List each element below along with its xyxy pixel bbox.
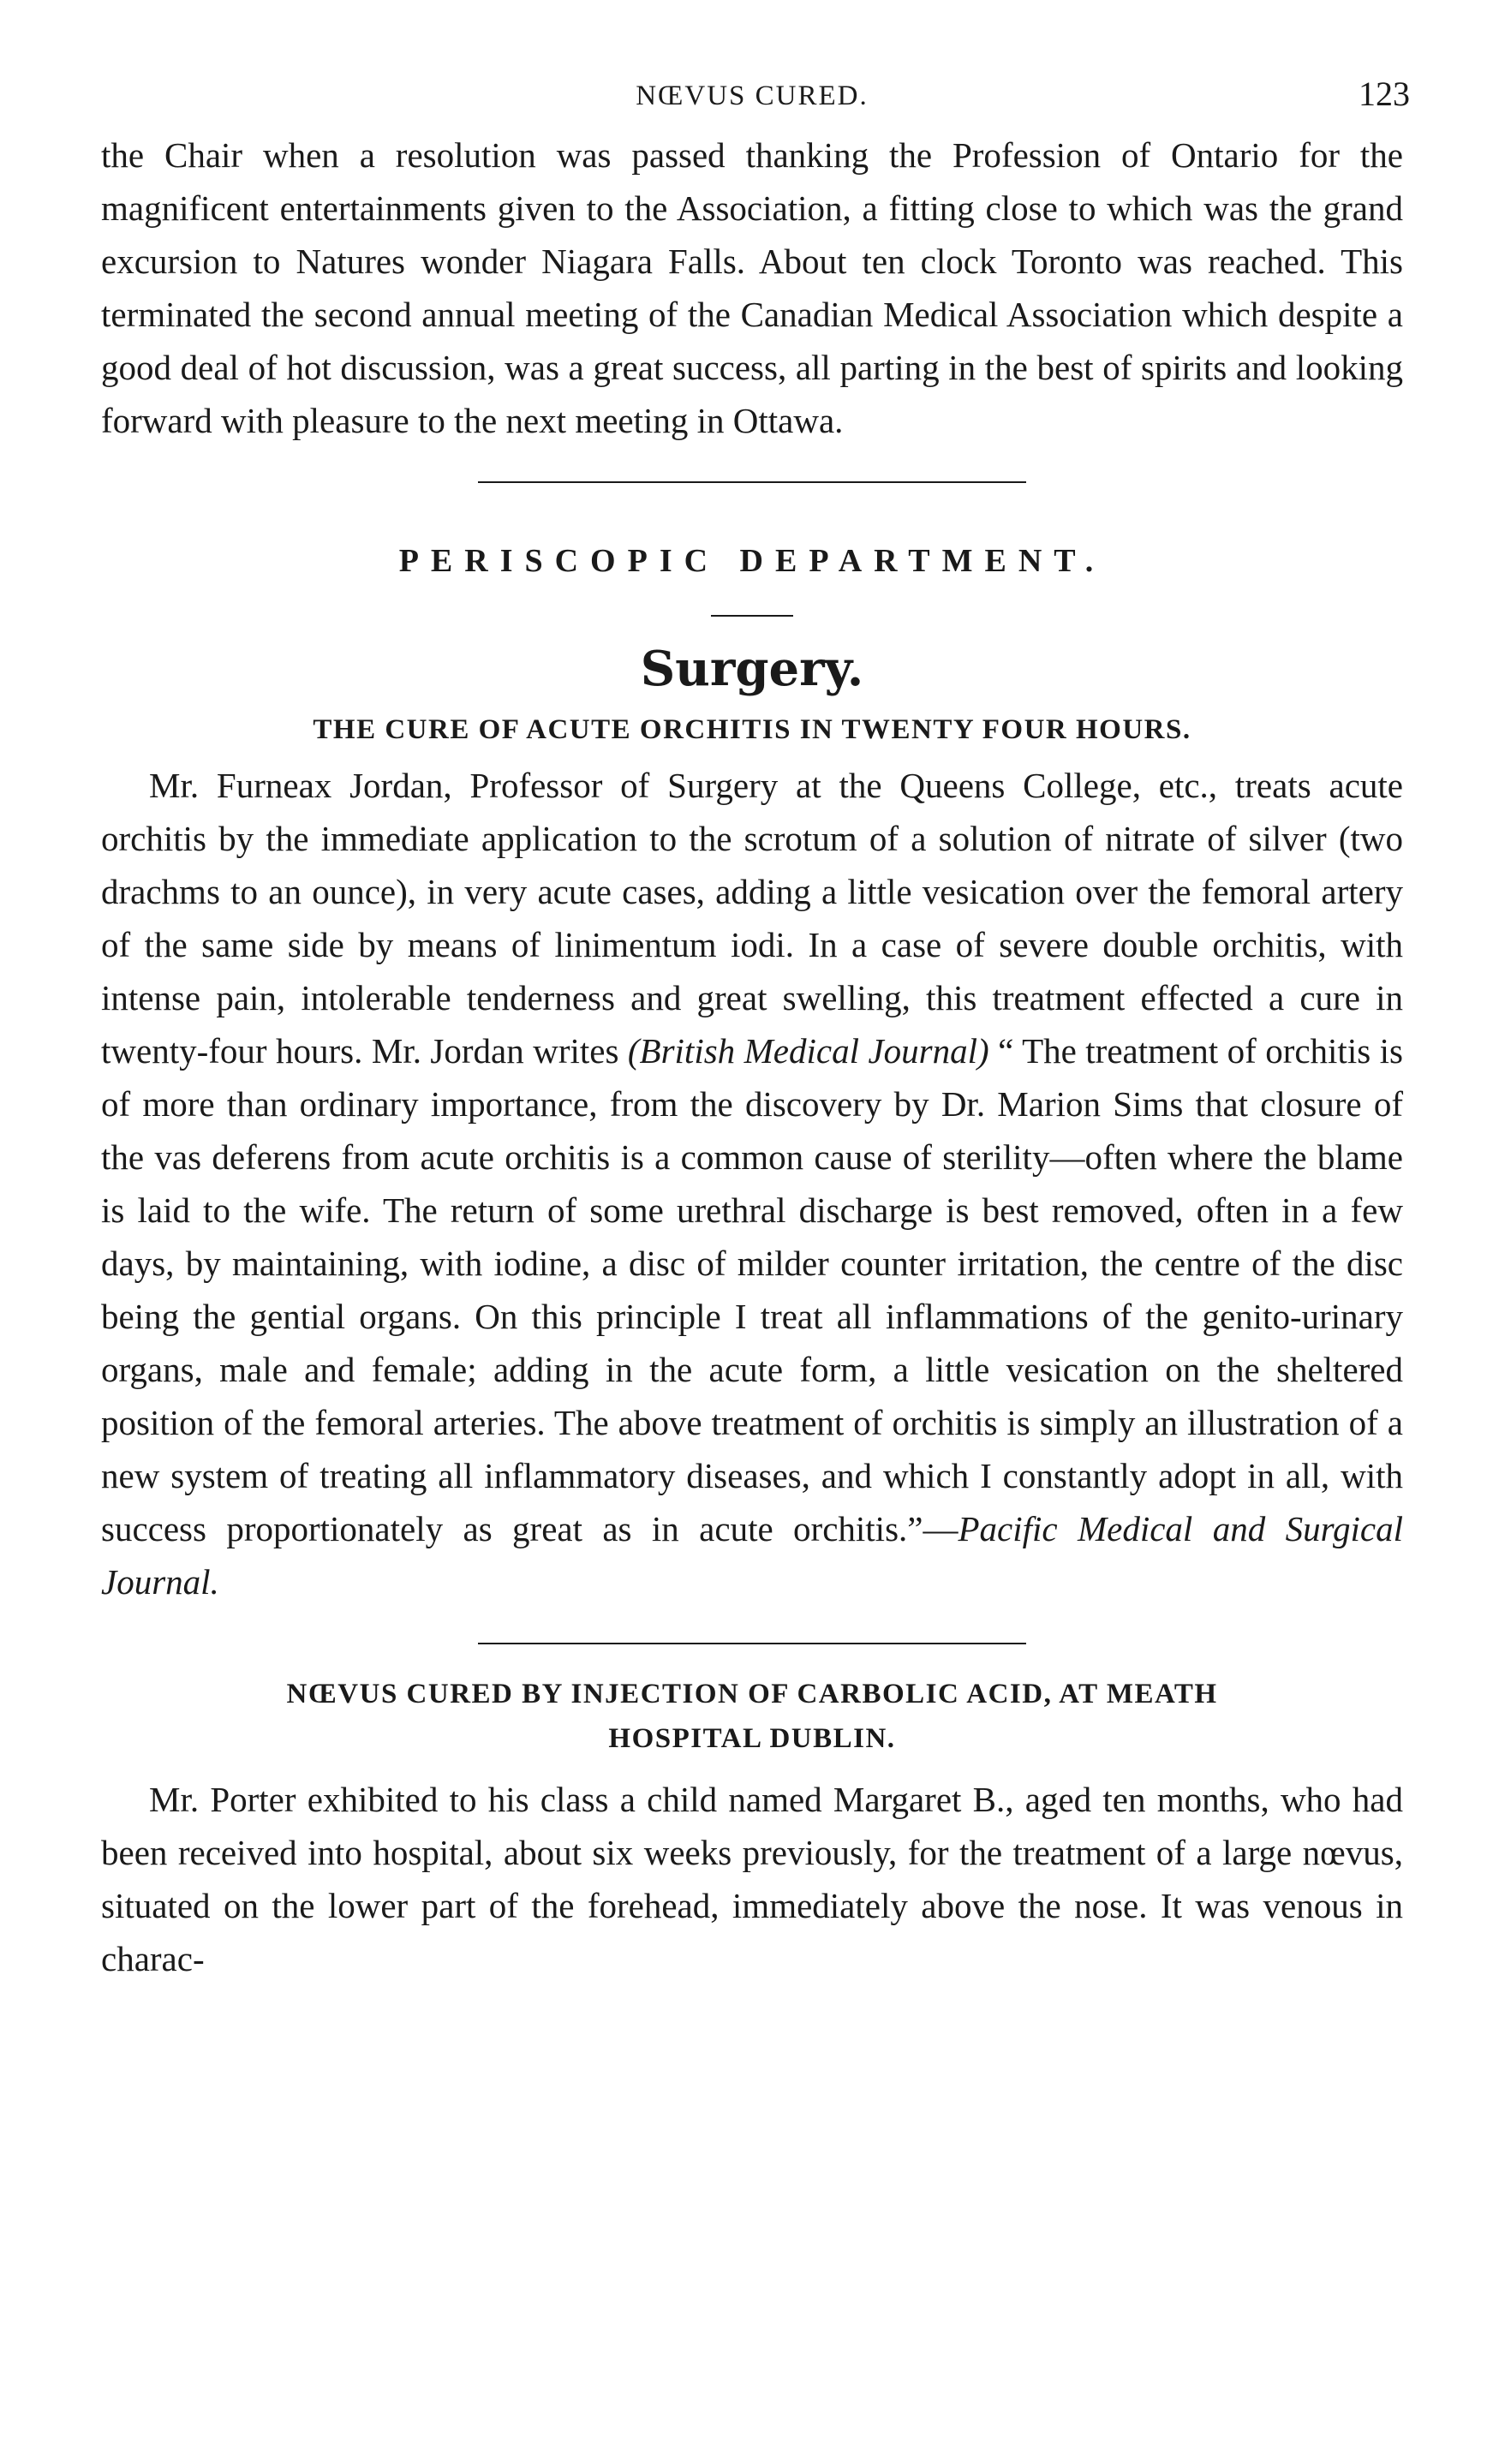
article-divider	[478, 1643, 1026, 1644]
article-body: Mr. Porter exhibited to his class a child named Margaret B., aged ten months, who had been received into hospital, about six weeks previously, for the treatment of a large nœvus, situated on the lower part of the forehead, immediately above the nose. It was venous in charac-	[101, 1780, 1403, 1978]
article-title	[101, 1672, 1403, 1761]
quotation-text: “ The treatment of orchitis is of more than ordinary importance, from the discovery by Dr. Marion Sims that closure of the vas deferens from acute orchitis is a common cause of sterility—often where the blame is laid to the wife. The return of some urethral discharge is best removed, often in a few days, by maintaining, with iodine, a disc of milder counter irritation, the centre of the disc being the gential organs. On this principle I treat all inflammations of the genito-urinary organs, male and female; adding in the acute form, a little vesication on the sheltered position of the femoral arteries. The above treatment of orchitis is simply an illustration of a new system of treating all inflammatory diseases, and which I constantly adopt in all, with success proportionately as great as in acute orchitis.”—	[101, 1031, 1403, 1548]
heading-rule	[711, 615, 793, 617]
article-title-line: NŒVUS CURED BY INJECTION OF CARBOLIC ACID, AT MEATH	[286, 1679, 1218, 1709]
article-title	[101, 707, 1403, 752]
source-reference: (British Medical Journal)	[627, 1031, 989, 1071]
intro-paragraph: the Chair when a resolution was passed thanking the Profession of Ontario for the magnificent entertainments given to the Association, a fitting close to which was the grand excursion to Natures wonder Niagara Falls. About ten clock Toronto was reached. This terminated the second annual meeting of the Canadian Medical Association which despite a good deal of hot discussion, was a great success, all parting in the best of spirits and looking forward with pleasure to the next meeting in Ottawa.	[101, 135, 1403, 440]
subject-heading: Surgery.	[640, 641, 864, 697]
article-title-text: THE CURE OF ACUTE ORCHITIS IN TWENTY FOUR HOURS.	[313, 714, 1191, 745]
running-title: NŒVUS CURED.	[636, 81, 869, 111]
department-heading: PERISCOPIC DEPARTMENT.	[398, 543, 1106, 579]
article-body	[101, 759, 1403, 1608]
journal-citation: Pacific Medical and Surgical Journal.	[101, 1509, 1404, 1602]
page-number: 123	[1359, 75, 1410, 113]
article-title-line: HOSPITAL DUBLIN.	[608, 1723, 896, 1754]
page	[101, 69, 1410, 1985]
running-head	[101, 69, 1410, 128]
section-divider	[478, 481, 1026, 483]
article-body-text: Mr. Furneax Jordan, Professor of Surgery at the Queens College, etc., treats acute orchitis by the immediate application to the scrotum of a solution of nitrate of silver (two drachms to an ounce), in very acute cases, adding a little vesication over the femoral artery of the same side by means of linimentum iodi. In a case of severe double orchitis, with intense pain, intolerable tenderness and great swelling, this treatment effected a cure in twenty-four hours. Mr. Jordan writes	[101, 766, 1403, 1071]
